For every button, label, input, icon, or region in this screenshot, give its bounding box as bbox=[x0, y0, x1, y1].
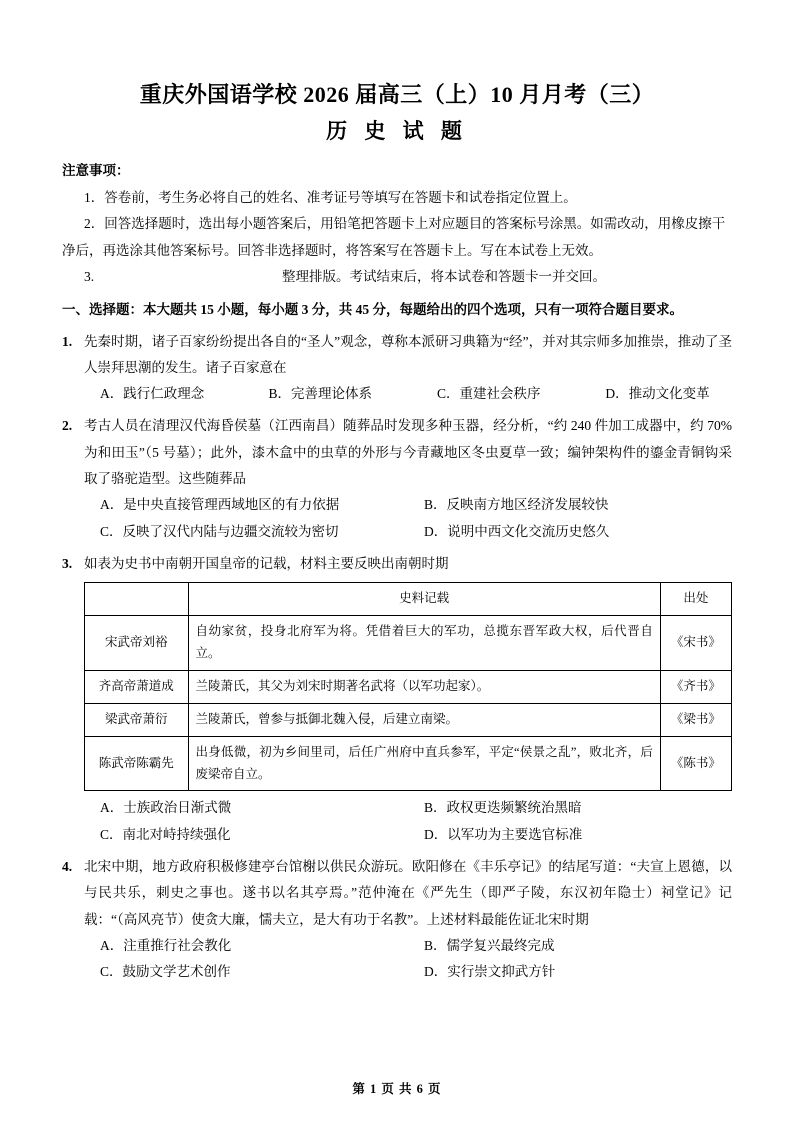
option-d[interactable]: D．说明中西文化交流历史悠久 bbox=[424, 523, 610, 539]
option-c[interactable]: C．鼓励文学艺术创作 bbox=[100, 964, 231, 980]
record-text: 出身低微，初为乡间里司，后任广州府中直兵参军，平定“侯景之乱”，败北齐，后废梁帝自立。 bbox=[188, 736, 660, 791]
option-b[interactable]: B．政权更迭频繁统治黑暗 bbox=[424, 800, 582, 816]
question-body bbox=[84, 413, 732, 545]
notice-item-3-number: 3. bbox=[84, 268, 95, 284]
historical-records-table bbox=[84, 582, 732, 791]
question-options bbox=[84, 492, 732, 545]
option-b[interactable]: B．儒学复兴最终完成 bbox=[424, 938, 555, 954]
question-body bbox=[84, 329, 732, 408]
question-options bbox=[84, 933, 732, 986]
emperor-name: 宋武帝刘裕 bbox=[85, 616, 189, 671]
table-header-record: 史料记载 bbox=[188, 583, 660, 616]
notice-item-3-blank bbox=[102, 264, 282, 290]
option-b[interactable]: B．完善理论体系 bbox=[268, 386, 372, 402]
section-heading: 一、选择题：本大题共 15 小题，每小题 3 分，共 45 分，每题给出的四个选项，只有一项符合题目要求。 bbox=[62, 302, 683, 318]
question-body bbox=[84, 551, 732, 848]
question-number: 1. bbox=[62, 333, 73, 349]
record-text: 兰陵萧氏，其父为刘宋时期著名武将（以军功起家）。 bbox=[188, 670, 660, 703]
question-stem: 北宋中期，地方政府积极修建亭台馆榭以供民众游玩。欧阳修在《丰乐亭记》的结尾写道：“夫宣上恩德，以与民共乐，刺史之事也。遂书以名其亭焉。”范仲淹在《严先生（即严子陵，东汉初年隐士）祠堂记》记载：“（高风亮节）使贪大廉，懦夫立，是大有功于名教”。上述材料最能佐证北宋时期 bbox=[84, 859, 732, 927]
question-stem: 如表为史书中南朝开国皇帝的记载，材料主要反映出南朝时期 bbox=[84, 556, 449, 572]
question-number: 4. bbox=[62, 859, 73, 875]
record-text: 兰陵萧氏，曾参与抵御北魏入侵，后建立南梁。 bbox=[188, 703, 660, 736]
record-source: 《陈书》 bbox=[660, 736, 731, 791]
question-number: 3. bbox=[62, 556, 73, 572]
question-item bbox=[62, 413, 732, 545]
option-a[interactable]: A．是中央直接管理西域地区的有力依据 bbox=[100, 497, 340, 513]
question-number: 2. bbox=[62, 418, 73, 434]
question-options bbox=[84, 795, 732, 848]
option-d[interactable]: D．实行崇文抑武方针 bbox=[424, 964, 556, 980]
option-a[interactable]: A．践行仁政理念 bbox=[100, 386, 205, 402]
question-body bbox=[84, 854, 732, 986]
table-header-row bbox=[85, 583, 732, 616]
table-row bbox=[85, 736, 732, 791]
record-source: 《梁书》 bbox=[660, 703, 731, 736]
question-stem: 先秦时期，诸子百家纷纷提出各自的“圣人”观念，尊称本派研习典籍为“经”，并对其宗师多加推崇，推动了圣人崇拜思潮的发生。诸子百家意在 bbox=[84, 333, 732, 375]
record-source: 《齐书》 bbox=[660, 670, 731, 703]
table-header bbox=[85, 583, 732, 616]
option-d[interactable]: D．推动文化变革 bbox=[605, 386, 710, 402]
table-header-source: 出处 bbox=[660, 583, 731, 616]
emperor-name: 齐高帝萧道成 bbox=[85, 670, 189, 703]
option-c[interactable]: C．南北对峙持续强化 bbox=[100, 826, 231, 842]
option-a[interactable]: A．注重推行社会教化 bbox=[100, 938, 232, 954]
notice-item-3-text: 整理排版。考试结束后，将本试卷和答题卡一并交回。 bbox=[282, 268, 606, 284]
table-header-name bbox=[85, 583, 189, 616]
page-title: 重庆外国语学校 2026 届高三（上）10 月月考（三） bbox=[139, 82, 655, 107]
table-row bbox=[85, 703, 732, 736]
question-stem: 考古人员在清理汉代海昏侯墓（江西南昌）随葬品时发现多种玉器，经分析，“约 240 件加工成器中，约 70%为和田玉”（5 号墓）；此外，漆木盒中的虫草的外形与今青藏地区冬虫夏草一致；编钟架构件的鎏金青铜钩采取了骆驼造型。这些随葬品 bbox=[84, 418, 732, 487]
table-body bbox=[85, 616, 732, 791]
question-item bbox=[62, 854, 732, 986]
option-a[interactable]: A．士族政治日渐式微 bbox=[100, 800, 232, 816]
question-options bbox=[84, 381, 732, 407]
record-text: 自幼家贫，投身北府军为将。凭借着巨大的军功，总揽东晋军政大权，后代晋自立。 bbox=[188, 616, 660, 671]
notice-heading: 注意事项： bbox=[62, 163, 130, 178]
notice-item-1: 1．答卷前，考生务必将自己的姓名、准考证号等填写在答题卡和试卷指定位置上。 bbox=[84, 190, 577, 205]
notice-item-3 bbox=[84, 264, 732, 290]
option-c[interactable]: C．重建社会秩序 bbox=[436, 386, 541, 402]
option-d[interactable]: D．以军功为主要选官标准 bbox=[424, 826, 583, 842]
page-subtitle: 历 史 试 题 bbox=[326, 119, 468, 143]
emperor-name: 陈武帝陈霸先 bbox=[85, 736, 189, 791]
page-footer: 第 1 页 共 6 页 bbox=[352, 1082, 442, 1096]
record-source: 《宋书》 bbox=[660, 616, 731, 671]
question-item bbox=[62, 329, 732, 408]
question-item bbox=[62, 551, 732, 848]
table-row bbox=[85, 670, 732, 703]
option-c[interactable]: C．反映了汉代内陆与边疆交流较为密切 bbox=[100, 523, 339, 539]
notice-item-2: 2．回答选择题时，选出每小题答案后，用铅笔把答题卡上对应题目的答案标号涂黑。如需改动，用橡皮擦干净后，再选涂其他答案标号。回答非选择题时，将答案写在答题卡上。写在本试卷上无效。 bbox=[62, 216, 726, 258]
emperor-name: 梁武帝萧衍 bbox=[85, 703, 189, 736]
table-row bbox=[85, 616, 732, 671]
option-b[interactable]: B．反映南方地区经济发展较快 bbox=[424, 497, 609, 513]
